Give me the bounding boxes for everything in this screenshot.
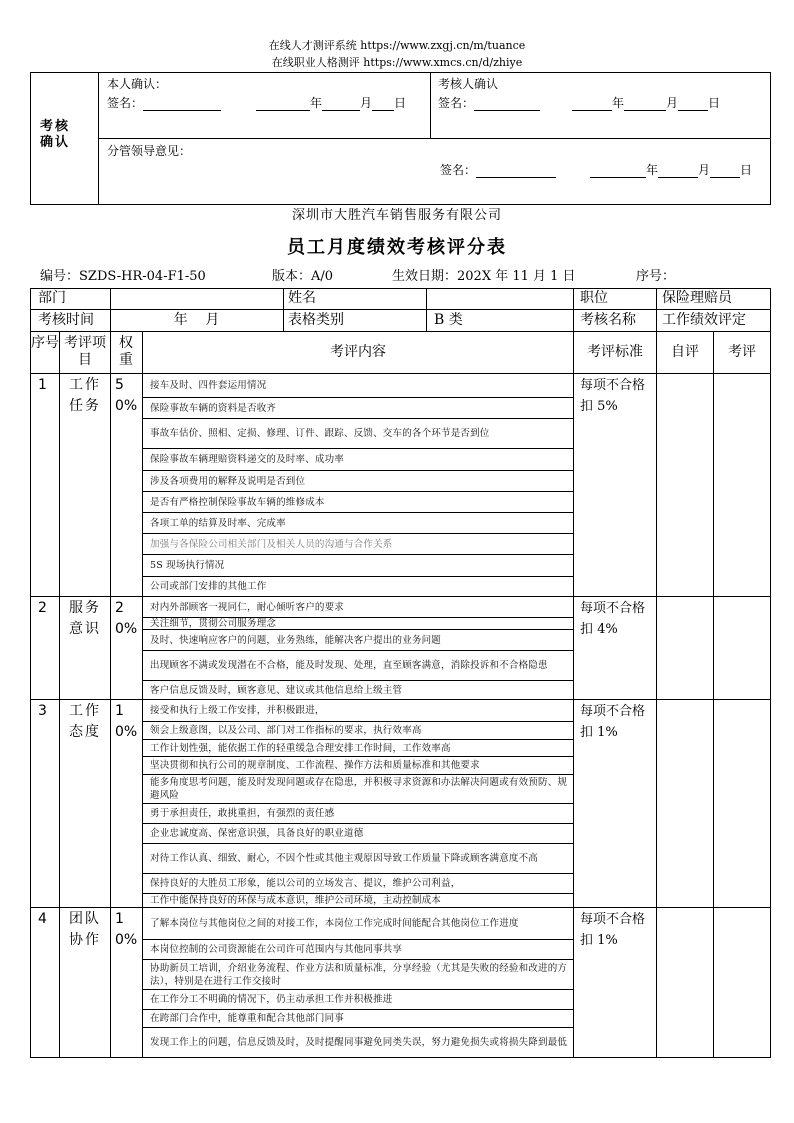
- self-sign-label: 签名：: [107, 96, 144, 110]
- serial-number: 序号：: [636, 269, 676, 284]
- review-name-value: 工作绩效评定: [662, 312, 746, 328]
- self-date-day: 日: [394, 96, 407, 110]
- section-standard: 每项不合格扣 1%: [580, 704, 646, 740]
- reviewer-date-year-line[interactable]: [572, 96, 612, 111]
- leader-date-month-line[interactable]: [658, 163, 698, 178]
- reviewer-date-day: 日: [708, 96, 721, 110]
- criteria-text: 涉及各项费用的解释及说明是否到位: [150, 475, 306, 487]
- section-weight: 50%: [115, 377, 138, 414]
- form-type-label: 表格类别: [288, 312, 344, 328]
- eval-score-cell[interactable]: [714, 700, 769, 907]
- self-date-month-line[interactable]: [322, 96, 360, 111]
- leader-date-day-line[interactable]: [710, 163, 740, 178]
- criteria-item: [150, 374, 568, 397]
- self-score-cell[interactable]: [657, 908, 712, 1057]
- criteria-text: 接受和执行上级工作安排，并积极跟进，: [150, 705, 325, 716]
- section-item: 服务意识: [69, 600, 101, 637]
- self-confirm-title: 本人确认：: [107, 77, 168, 91]
- criteria-text: 了解本岗位与其他岗位之间的对接工作，本岗位工作完成时间能配合其他岗位工作进度: [150, 918, 519, 929]
- post-value: 保险理赔员: [662, 290, 732, 306]
- criteria-text: 公司或部门安排的其他工作: [150, 581, 267, 592]
- leader-date-year: 年: [646, 163, 659, 177]
- criteria-item: [150, 740, 568, 756]
- section-weight: 10%: [115, 911, 138, 948]
- criteria-item: [150, 398, 568, 418]
- section-standard: 每项不合格扣 4%: [580, 601, 646, 637]
- criteria-item: [150, 1010, 568, 1027]
- section-item: 团队协作: [69, 911, 101, 948]
- criteria-item: [150, 681, 568, 699]
- criteria-item: [150, 757, 568, 774]
- reviewer-sign-label: 签名：: [438, 96, 475, 110]
- section-divider: [30, 1057, 771, 1058]
- effective-date: 生效日期：202X 年 11 月 1 日: [392, 269, 576, 284]
- leader-opinion-title: 分管领导意见：: [107, 144, 192, 158]
- criteria-item: [150, 1028, 568, 1057]
- eval-score-cell[interactable]: [714, 908, 769, 1057]
- criteria-text: 能多角度思考问题，能及时发现问题或存在隐患，并积极寻求资源和办法解决问题或有效预防、规避风险: [150, 777, 568, 801]
- self-sign-line[interactable]: [143, 96, 221, 111]
- criteria-text: 事故车估价、照相、定损、修理、订件、跟踪、反馈、交车的各个环节是否到位: [150, 428, 490, 439]
- self-date-year: 年: [310, 96, 323, 110]
- criteria-item: [150, 577, 568, 596]
- criteria-item: [150, 618, 568, 629]
- reviewer-date-month-line[interactable]: [624, 96, 666, 111]
- header-line-2: 在线职业人格测评 https://www.xmcs.cn/d/zhiye: [271, 56, 523, 69]
- criteria-text: 及时、快速响应客户的问题，业务熟练，能解决客户提出的业务问题: [150, 634, 442, 646]
- section-number: 4: [38, 911, 47, 927]
- criteria-item: [150, 471, 568, 491]
- criteria-text: 保持良好的大胜员工形象，能以公司的立场发言、提议，维护公司利益，: [150, 878, 461, 889]
- section-weight: 20%: [115, 600, 138, 637]
- criteria-text: 保险事故车辆的资料是否收齐: [150, 402, 277, 414]
- criteria-text: 对待工作认真、细致、耐心，不因个性或其他主观原因导致工作质量下降或顾客满意度不高: [150, 853, 539, 864]
- leader-sign-label: 签名：: [440, 163, 477, 177]
- criteria-item: [150, 908, 568, 939]
- confirm-label: 考核确认: [40, 119, 71, 150]
- criteria-item: [150, 700, 568, 721]
- criteria-text: 工作计划性强，能依据工作的轻重缓急合理安排工作时间，工作效率高: [150, 742, 451, 754]
- criteria-item: [150, 844, 568, 873]
- name-label: 姓名: [288, 290, 316, 306]
- section-number: 2: [38, 600, 47, 616]
- criteria-item: [150, 894, 568, 907]
- self-score-cell[interactable]: [657, 700, 712, 907]
- col-eval: 考评: [728, 344, 756, 360]
- criteria-text: 接车及时、四件套运用情况: [150, 380, 267, 391]
- criteria-text: 发现工作上的问题，信息反馈及时，及时提醒同事避免同类失误，努力避免损失或将损失降到最低: [150, 1037, 568, 1048]
- name-field[interactable]: [427, 289, 572, 308]
- criteria-text: 是否有严格控制保险事故车辆的维修成本: [150, 496, 325, 508]
- reviewer-sign-line[interactable]: [474, 96, 540, 111]
- criteria-item: [150, 940, 568, 959]
- section-standard: 每项不合格扣 1%: [580, 912, 646, 948]
- criteria-item: [150, 534, 568, 554]
- col-content: 考评内容: [330, 344, 386, 360]
- criteria-text: 在工作分工不明确的情况下，仍主动承担工作并积极推进: [150, 994, 393, 1005]
- criteria-item: [150, 775, 568, 803]
- criteria-text: 本岗位控制的公司资源能在公司许可范围内与其他同事共享: [150, 944, 403, 955]
- form-type-value: B 类: [434, 312, 463, 328]
- section-weight: 10%: [115, 703, 138, 740]
- col-weight: 权重: [119, 335, 133, 368]
- leader-date-day: 日: [740, 163, 753, 177]
- criteria-text: 企业忠诚度高、保密意识强，具备良好的职业道德: [150, 828, 364, 839]
- criteria-text: 协助新员工培训，介绍业务流程、作业方法和质量标准，分享经验（尤其是失败的经验和改进的方法），特别是在进行工作交接时: [150, 962, 568, 987]
- section-standard: 每项不合格扣 5%: [580, 378, 646, 414]
- form-code: 编号：SZDS-HR-04-F1-50: [40, 269, 206, 284]
- reviewer-date-year: 年: [612, 96, 625, 110]
- reviewer-confirm-title: 考核人确认: [438, 77, 499, 91]
- criteria-text: 各项工单的结算及时率、完成率: [150, 517, 286, 529]
- section-number: 1: [38, 377, 47, 393]
- criteria-item: [150, 824, 568, 843]
- criteria-item: [150, 492, 568, 512]
- period-value[interactable]: 年 月: [173, 312, 220, 328]
- criteria-item: [150, 597, 568, 617]
- form-title: 员工月度绩效考核评分表: [287, 237, 507, 258]
- col-seq: 序号: [31, 335, 59, 351]
- eval-score-cell[interactable]: [714, 597, 769, 699]
- criteria-item: [150, 722, 568, 739]
- criteria-text: 关注细节，贯彻公司服务理念: [150, 618, 277, 629]
- criteria-text: 坚决贯彻和执行公司的规章制度、工作流程、操作方法和质量标准和其他要求: [150, 760, 480, 771]
- criteria-item: [150, 513, 568, 533]
- criteria-item: [150, 449, 568, 470]
- criteria-text: 领会上级意图，以及公司、部门对工作指标的要求，执行效率高: [150, 725, 422, 736]
- col-item: 考评项目: [64, 335, 106, 368]
- review-name-label: 考核名称: [580, 312, 636, 328]
- period-label: 考核时间: [38, 312, 94, 328]
- leader-date-year-line[interactable]: [590, 163, 646, 178]
- criteria-text: 客户信息反馈及时，顾客意见、建议或其他信息给上级主管: [150, 684, 403, 696]
- criteria-item: [150, 990, 568, 1009]
- criteria-item: [150, 960, 568, 989]
- criteria-text: 5S 现场执行情况: [150, 560, 225, 571]
- self-score-cell[interactable]: [657, 597, 712, 699]
- dept-label: 部门: [38, 290, 66, 306]
- criteria-item: [150, 555, 568, 576]
- criteria-text: 出现顾客不满或发现潜在不合格，能及时发现、处理，直至顾客满意，消除投诉和不合格隐患: [150, 660, 548, 671]
- criteria-text: 勇于承担责任，敢挑重担，有强烈的责任感: [150, 808, 335, 819]
- self-date-year-line[interactable]: [256, 96, 310, 111]
- criteria-item: [150, 804, 568, 823]
- self-date-day-line[interactable]: [372, 96, 394, 111]
- dept-field[interactable]: [111, 289, 282, 308]
- post-label: 职位: [580, 290, 608, 306]
- criteria-text: 保险事故车辆理赔资料递交的及时率、成功率: [150, 454, 345, 465]
- form-version: 版本：A/0: [272, 269, 334, 284]
- criteria-item: [150, 419, 568, 448]
- section-number: 3: [38, 703, 47, 719]
- leader-sign-line[interactable]: [476, 163, 556, 178]
- col-self: 自评: [671, 344, 699, 360]
- reviewer-date-day-line[interactable]: [678, 96, 708, 111]
- criteria-item: [150, 874, 568, 893]
- criteria-text: 工作中能保持良好的环保与成本意识，维护公司环境，主动控制成本: [150, 895, 442, 906]
- criteria-text: 加强与各保险公司相关部门及相关人员的沟通与合作关系: [150, 538, 393, 550]
- col-standard: 考评标准: [587, 344, 643, 360]
- reviewer-date-month: 月: [666, 96, 679, 110]
- section-item: 工作任务: [69, 377, 101, 414]
- self-score-cell[interactable]: [657, 374, 712, 596]
- company-name: 深圳市大胜汽车销售服务有限公司: [291, 208, 502, 223]
- criteria-item: [150, 630, 568, 650]
- eval-score-cell[interactable]: [714, 374, 769, 596]
- criteria-text: 在跨部门合作中，能尊重和配合其他部门同事: [150, 1013, 345, 1024]
- header-line-1: 在线人才测评系统 https://www.zxgj.cn/m/tuance: [268, 39, 526, 52]
- criteria-text: 对内外部顾客一视同仁，耐心倾听客户的要求: [150, 601, 345, 613]
- self-date-month: 月: [360, 96, 373, 110]
- criteria-item: [150, 651, 568, 680]
- section-item: 工作态度: [69, 703, 101, 740]
- leader-date-month: 月: [698, 163, 711, 177]
